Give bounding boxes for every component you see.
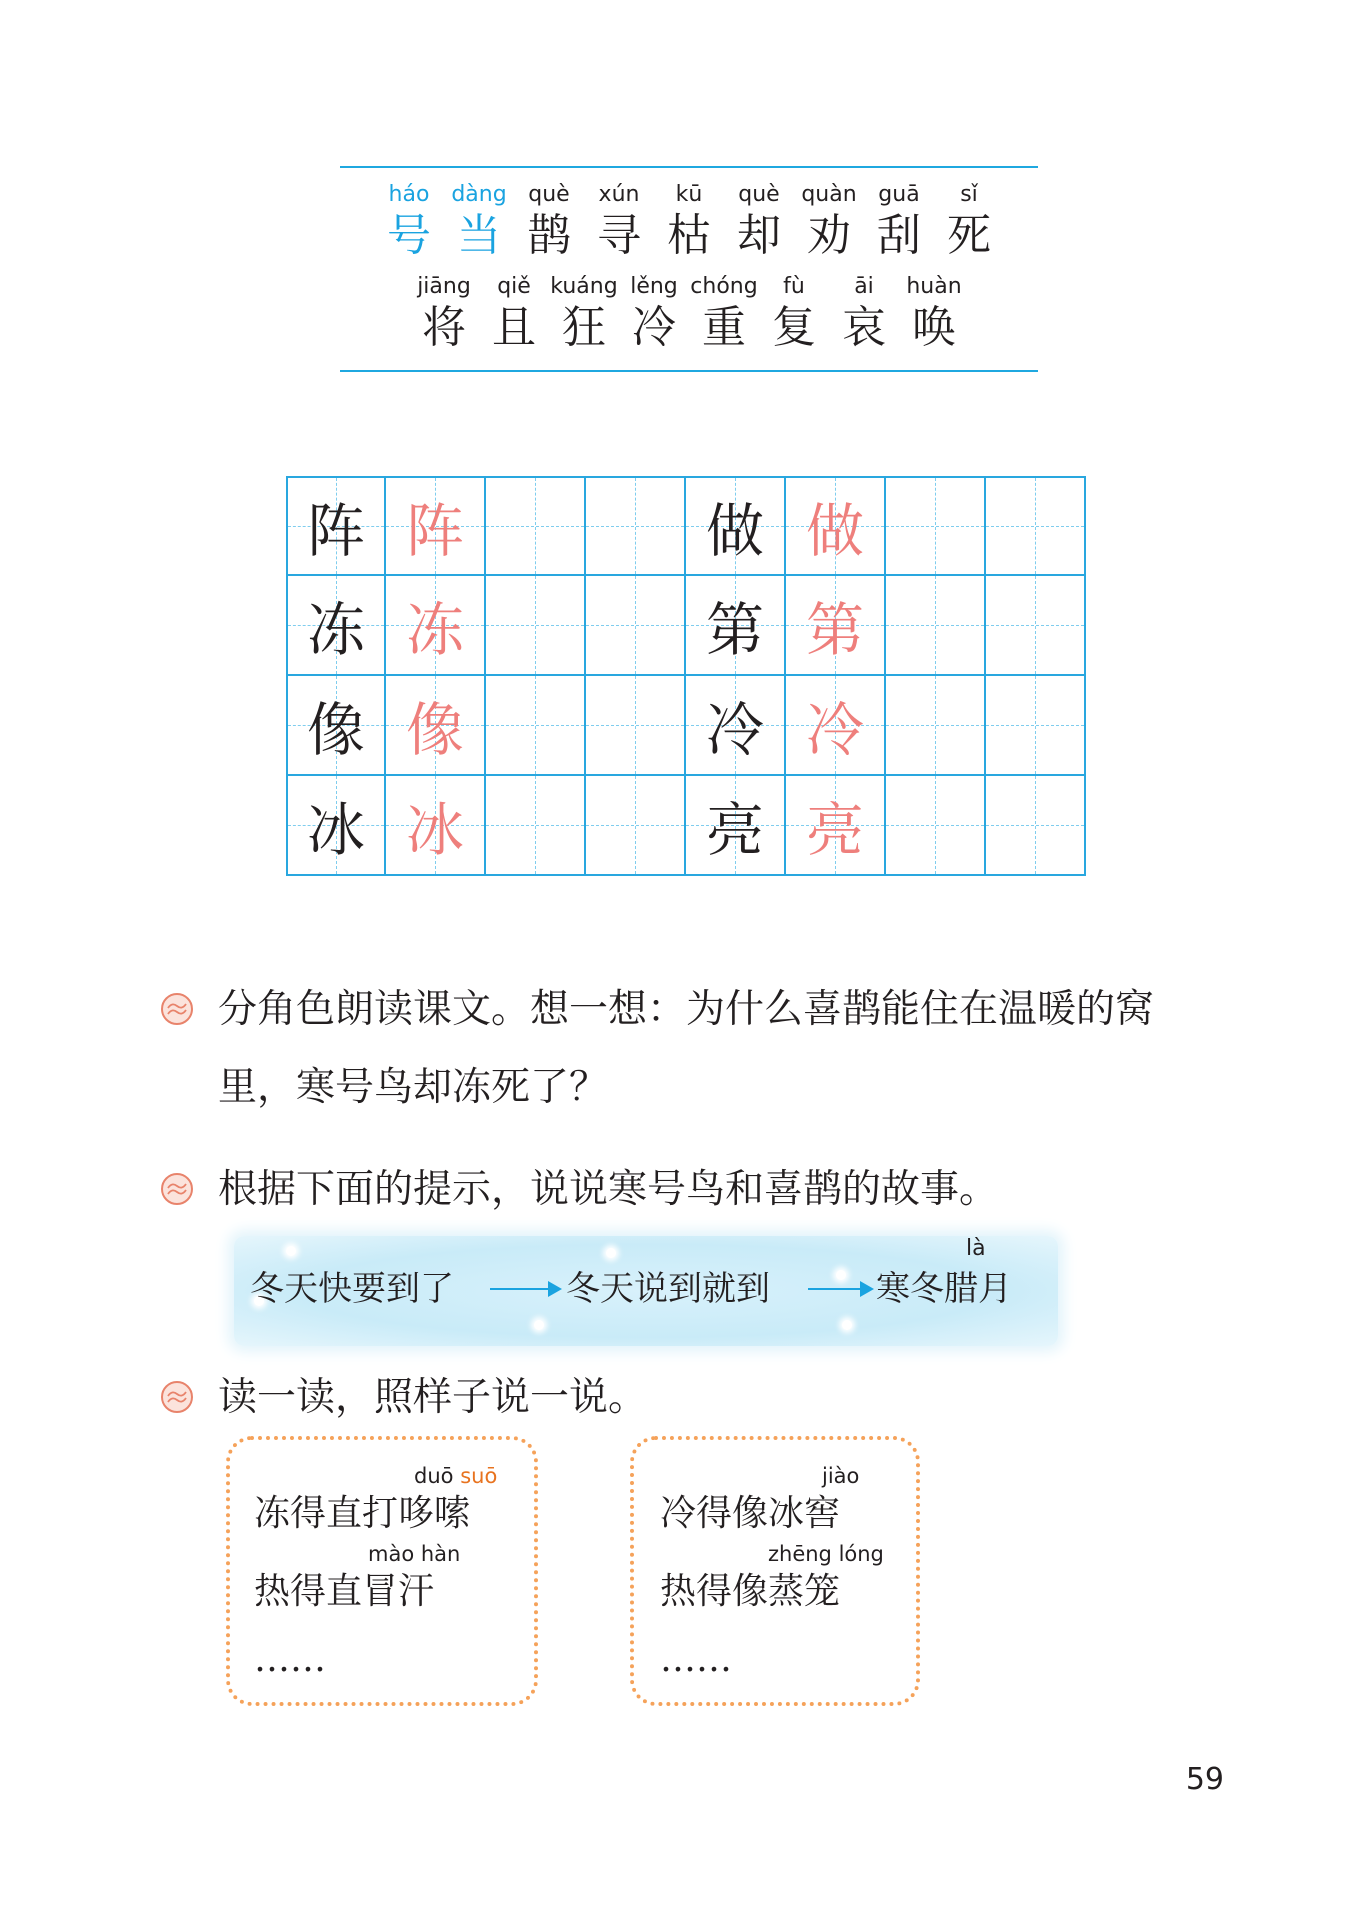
practice-cell — [486, 676, 586, 776]
practice-cell — [886, 676, 986, 776]
model-character: 第 — [705, 596, 764, 664]
vocab-word: āi 哀 — [842, 274, 886, 353]
vocab-word: guā 刮 — [877, 182, 921, 261]
trace-character: 第 — [805, 596, 864, 664]
model-character: 冷 — [705, 696, 764, 764]
model-character-cell — [286, 676, 386, 776]
practice-cell — [486, 476, 586, 576]
example-right-line1: 冷得像冰窖 — [660, 1493, 841, 1534]
trace-character-cell — [786, 476, 886, 576]
model-character: 亮 — [705, 796, 764, 864]
page-number: 59 — [1185, 1762, 1224, 1797]
model-character-cell — [686, 776, 786, 876]
snowflake-dot — [534, 1320, 544, 1330]
exercise-1-text-line2: 里，寒号鸟却冻死了？ — [218, 1065, 609, 1110]
trace-character: 亮 — [805, 796, 864, 864]
la-pinyin: là — [966, 1236, 986, 1261]
practice-cell — [986, 476, 1086, 576]
example-left-line2: 热得直冒汗 — [254, 1571, 435, 1612]
vocab-word: fù 复 — [772, 274, 816, 353]
example-left-line1: 冻得直打哆嗦 — [254, 1493, 471, 1534]
snowflake-dot — [606, 1248, 616, 1258]
story-step-1: 冬天快要到了 — [250, 1269, 454, 1309]
model-character-cell — [286, 576, 386, 676]
trace-character: 冷 — [805, 696, 864, 764]
arrow-right-icon — [808, 1288, 870, 1290]
model-character-cell — [686, 576, 786, 676]
exercise-2-text: 根据下面的提示，说说寒号鸟和喜鹊的故事。 — [218, 1167, 999, 1212]
trace-character-cell — [386, 676, 486, 776]
trace-character: 冻 — [405, 596, 464, 664]
trace-character: 阵 — [405, 497, 464, 565]
duosuo-pinyin: duō suō — [414, 1464, 498, 1488]
trace-character-cell — [386, 576, 486, 676]
practice-cell — [586, 476, 686, 576]
snowflake-dot — [286, 1246, 296, 1256]
model-character: 阵 — [306, 497, 365, 565]
practice-cell — [486, 776, 586, 876]
example-left-ellipsis: …… — [254, 1639, 326, 1680]
model-character: 冰 — [306, 796, 365, 864]
jiao-pinyin: jiào — [822, 1464, 860, 1488]
vocab-word: sǐ 死 — [947, 182, 991, 261]
practice-cell — [886, 776, 986, 876]
exercise-1-text-line1: 分角色朗读课文。想一想：为什么喜鹊能住在温暖的窝 — [218, 987, 1155, 1032]
model-character-cell — [686, 676, 786, 776]
practice-cell — [986, 776, 1086, 876]
model-character: 做 — [705, 497, 764, 565]
vocab-word: jiāng 将 — [417, 274, 471, 353]
trace-character: 冰 — [405, 796, 464, 864]
model-character: 像 — [306, 696, 365, 764]
trace-character: 做 — [805, 497, 864, 565]
zhenglong-pinyin: zhēng lóng — [768, 1542, 884, 1566]
example-right-line2: 热得像蒸笼 — [660, 1571, 841, 1612]
snowflake-dot — [842, 1320, 852, 1330]
arrow-right-icon — [490, 1288, 558, 1290]
model-character: 冻 — [306, 596, 365, 664]
practice-cell — [486, 576, 586, 676]
practice-cell — [986, 676, 1086, 776]
vocab-word: qiě 且 — [492, 274, 536, 353]
vocab-word: xún 寻 — [597, 182, 641, 261]
vocab-word: chóng 重 — [690, 274, 758, 353]
trace-character-cell — [786, 676, 886, 776]
exercise-marker-icon — [160, 1172, 194, 1206]
practice-cell — [586, 576, 686, 676]
trace-character-cell — [786, 576, 886, 676]
trace-character-cell — [386, 776, 486, 876]
vocab-word: dàng 当 — [451, 182, 507, 261]
vocab-word: huàn 唤 — [906, 274, 962, 353]
practice-cell — [586, 676, 686, 776]
vocab-row-2 — [340, 272, 1038, 354]
vocab-bottom-rule — [340, 370, 1038, 372]
story-step-2: 冬天说到就到 — [566, 1269, 770, 1309]
writing-grid — [286, 476, 1086, 876]
model-character-cell — [286, 776, 386, 876]
vocab-row-1 — [340, 180, 1038, 262]
practice-cell — [886, 576, 986, 676]
snowflake-dot — [836, 1270, 846, 1280]
exercise-marker-icon — [160, 992, 194, 1026]
vocab-word: kū 枯 — [667, 182, 711, 261]
model-character-cell — [286, 476, 386, 576]
story-step-3: 寒冬腊月 — [876, 1269, 1012, 1309]
trace-character: 像 — [405, 696, 464, 764]
model-character-cell — [686, 476, 786, 576]
trace-character-cell — [786, 776, 886, 876]
vocab-word: háo 号 — [387, 182, 431, 261]
trace-character-cell — [386, 476, 486, 576]
practice-cell — [886, 476, 986, 576]
vocab-word: lěng 冷 — [630, 274, 678, 353]
practice-cell — [986, 576, 1086, 676]
maohan-pinyin: mào hàn — [368, 1542, 461, 1566]
vocab-top-rule — [340, 166, 1038, 168]
exercise-marker-icon — [160, 1380, 194, 1414]
exercise-3-text: 读一读，照样子说一说。 — [218, 1375, 648, 1420]
example-right-ellipsis: …… — [660, 1639, 732, 1680]
vocab-word: què 却 — [737, 182, 781, 261]
vocab-word: què 鹊 — [527, 182, 571, 261]
practice-cell — [586, 776, 686, 876]
vocab-word: quàn 劝 — [801, 182, 857, 261]
vocab-word: kuáng 狂 — [550, 274, 618, 353]
